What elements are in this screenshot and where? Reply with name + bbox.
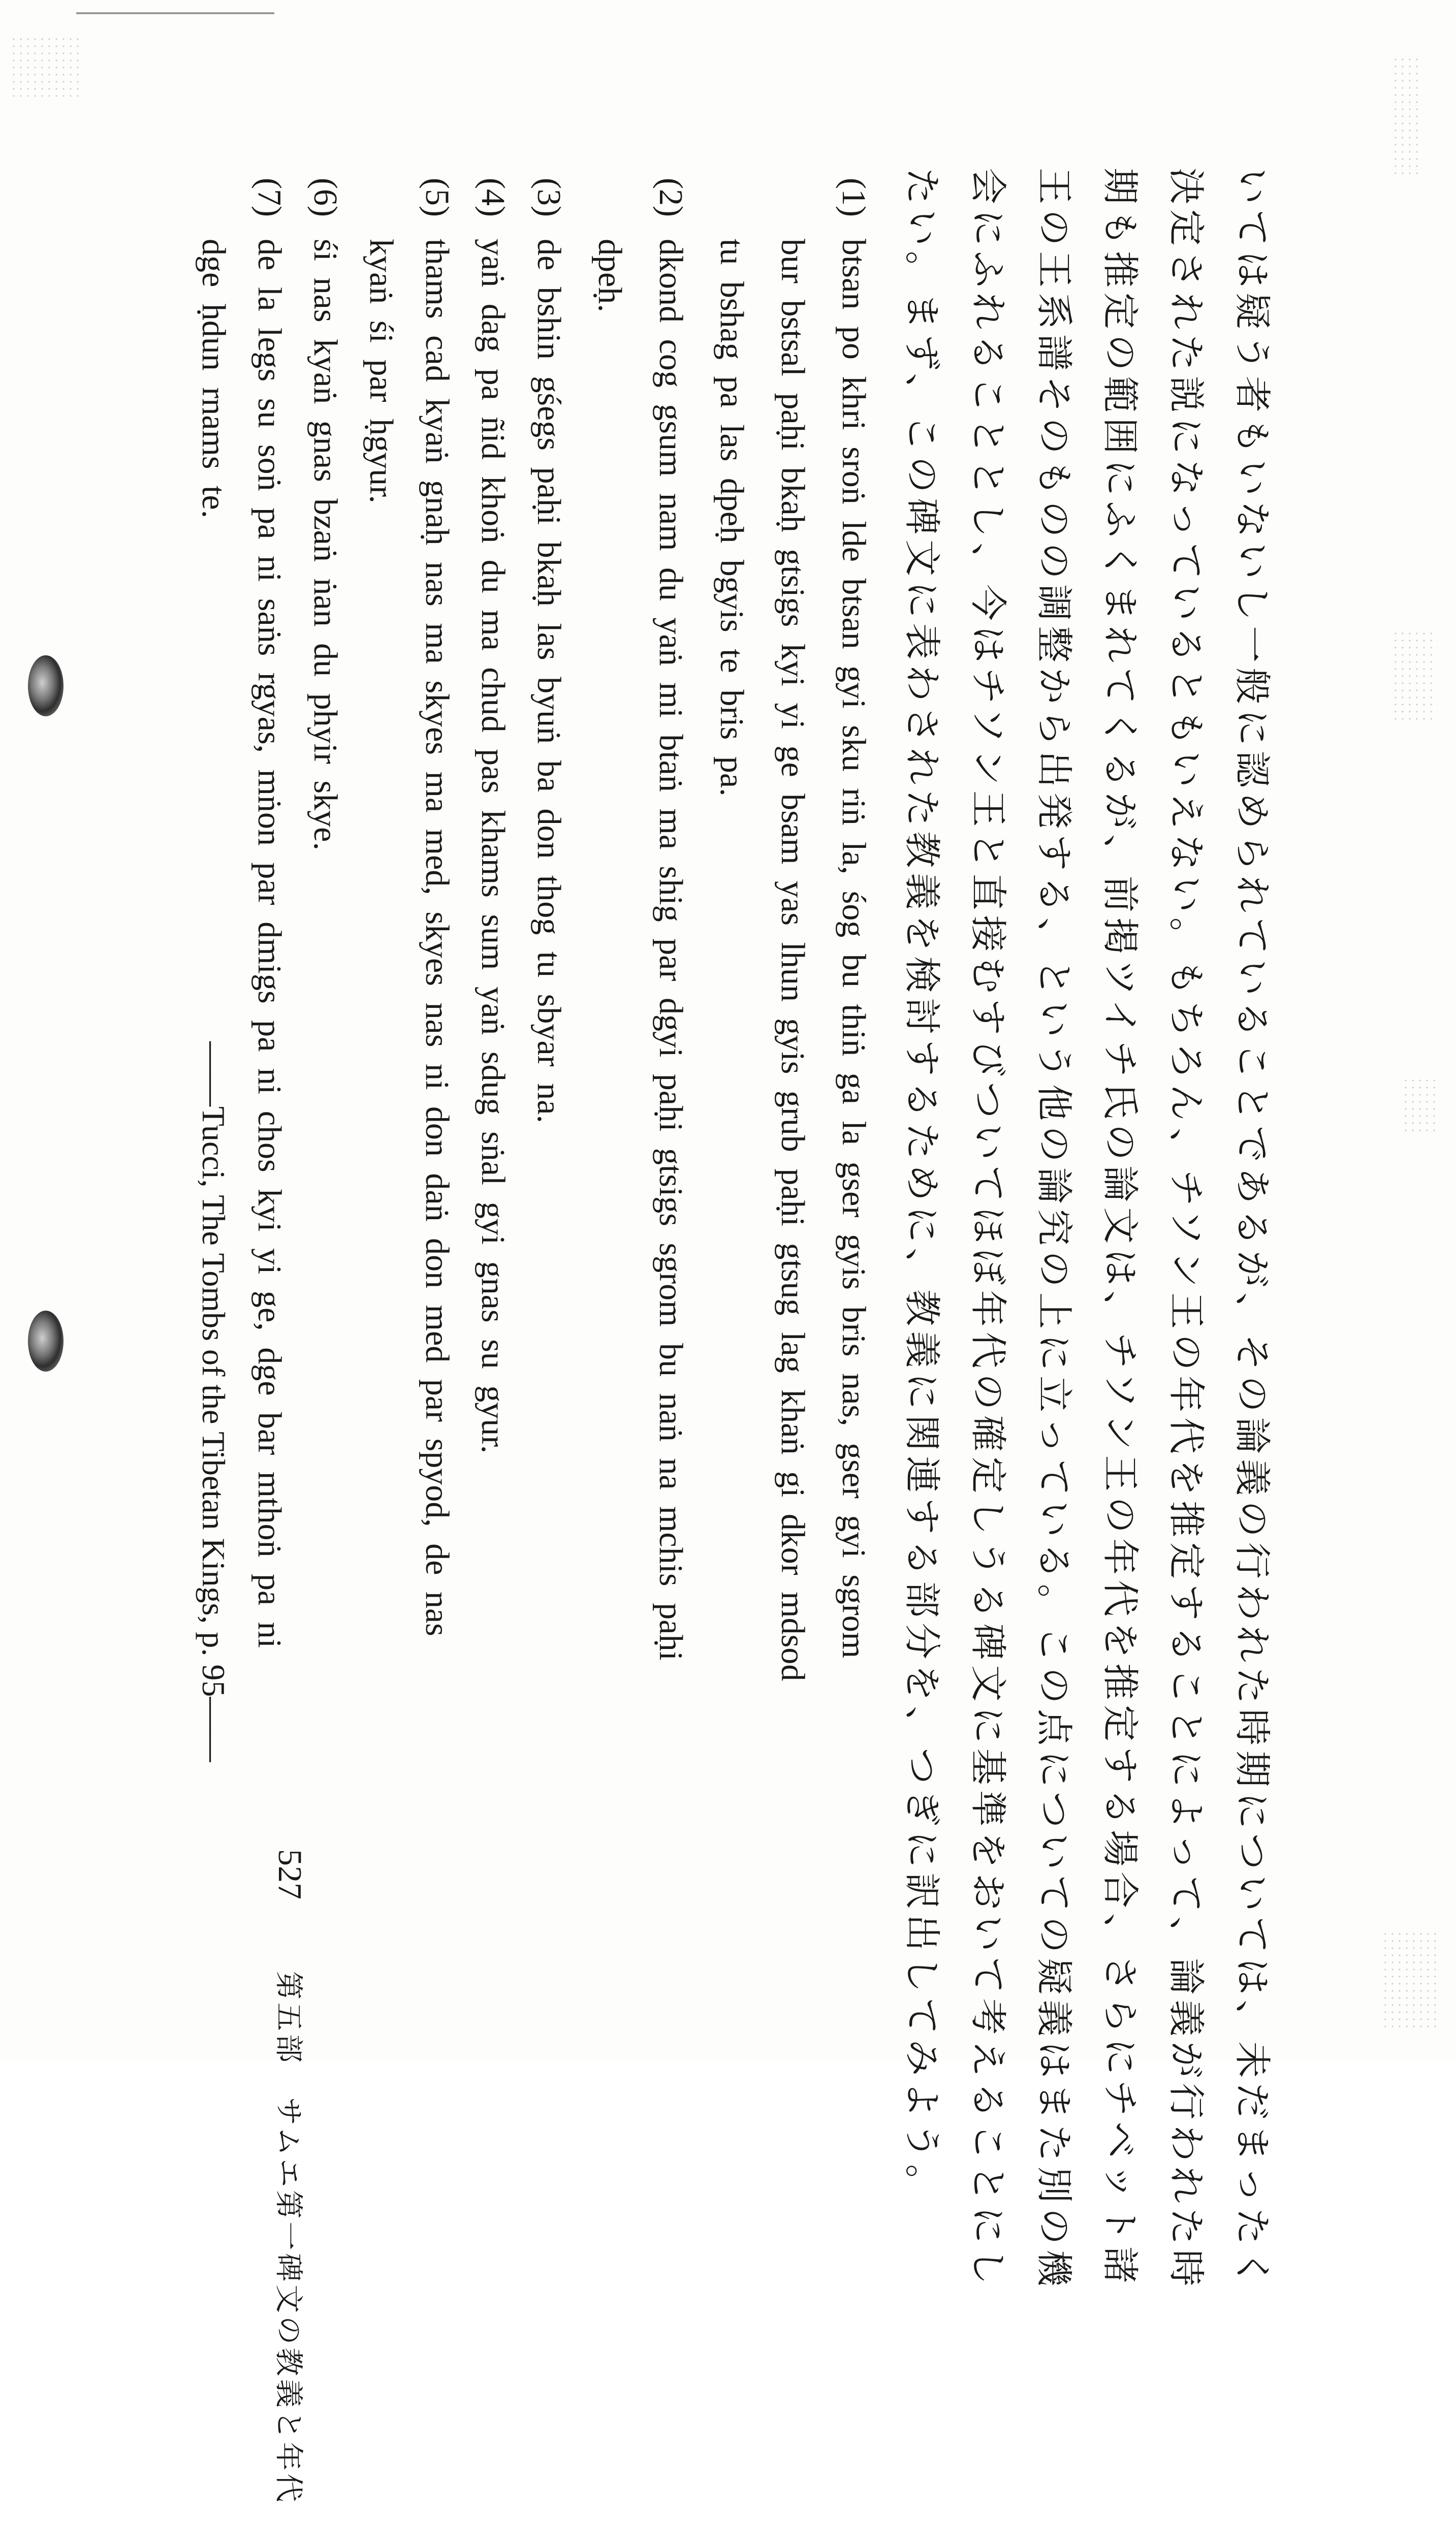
paragraph-line: たい。まず、この碑文に表わされた教義を検討するために、教義に関連する部分を、つぎに訳出してみよう。: [901, 168, 943, 2206]
item-number: (7): [251, 178, 288, 217]
item-text: de bshin gśegs paḥi bkaḥ las byuṅ ba don thog tu sbyar na.: [530, 239, 567, 1123]
item-number: (6): [307, 178, 344, 217]
paragraph-line: 期も推定の範囲にふくまれてくるが、前掲ツイチ氏の論文は、チソン王の年代を推定する場合、さらにチベット諸: [1099, 168, 1142, 2289]
paragraph-line: 会にふれることとし、今はチソン王と直接むすびついてほぼ年代の確定しうる碑文に基準をおいて考えることにし: [967, 168, 1009, 2290]
inscription-line: bur bstsal paḥi bkaḥ gtsigs kyi yi ge bsam yas lhun gyis grub paḥi gtsug lag khaṅ gi dkor mdsod: [774, 239, 811, 1681]
top-rule: [76, 12, 274, 14]
inscription-line: [828, 178, 879, 1658]
inscription-line: [645, 178, 696, 1661]
item-text: thams cad kyaṅ gnaḥ nas ma skyes ma med, skyes nas ni don daṅ don med par spyod, de nas: [419, 239, 456, 1636]
paragraph-line: 決定された説になっているともいえない。もちろん、チソン王の年代を推定することによって、論義が行われた時: [1165, 168, 1208, 2292]
paragraph-line: 王の王系譜そのものの調整から出発する、という他の論究の上に立っている。この点についての疑義はまた別の機: [1033, 168, 1075, 2292]
item-number: (1): [835, 178, 872, 217]
scan-noise: [1392, 630, 1438, 721]
item-text: yaṅ dag pa ñid khoṅ du ma chud pas khams sum yaṅ sdug sṅal gyi gnas su gyur.: [474, 239, 512, 1454]
item-text: śi nas kyaṅ gnas bzaṅ ṅan du phyir skye.: [307, 239, 344, 850]
inscription-line: kyaṅ śi par ḥgyur.: [363, 239, 400, 503]
item-text: de la legs su soṅ pa ni saṅs rgyas, mṅon par dmigs pa ni chos kyi yi ge, dge bar mthoṅ pa ni: [251, 239, 288, 1648]
inscription-line: [467, 178, 518, 1453]
item-text: dkond cog gsum nam du yaṅ mi btaṅ ma shig par dgyi paḥi gtsigs sgrom bu naṅ na mchis paḥi: [652, 239, 689, 1661]
paragraph-line: いては疑う者もいないし一般に認められていることであるが、その論義の行われた時期については、未だまったく: [1231, 168, 1274, 2292]
binding-hole-bottom: [28, 1311, 64, 1372]
page-number: 527: [271, 1849, 308, 1899]
item-number: (4): [474, 178, 512, 217]
inscription-line: tu bshag pa las dpeḥ bgyis te bris pa.: [713, 239, 750, 797]
page-footer: [256, 1849, 315, 2505]
inscription-line: dge ḥdun rnams te.: [195, 239, 232, 519]
rotated-footer: [254, 1849, 315, 2540]
inscription-line: [300, 178, 351, 850]
scan-noise: [10, 36, 81, 97]
inscription-line: [412, 178, 462, 1636]
scan-noise: [1402, 1077, 1438, 1133]
running-head: 第五部 サムエ第一碑文の教義と年代: [272, 1971, 305, 2505]
scan-noise: [1382, 1930, 1438, 2032]
inscription-line: [523, 178, 574, 1123]
item-number: (5): [419, 178, 456, 217]
scan-noise: [1392, 56, 1422, 178]
item-text: btsan po khri sroṅ lde btsan gyi sku riṅ la, śog bu thiṅ ga la gser gyis bris nas, gser gyi sgrom: [835, 239, 872, 1659]
inscription-line: dpeḥ.: [591, 239, 628, 312]
binding-hole-top: [28, 655, 64, 716]
inscription-line: [244, 178, 295, 1648]
source-attribution: ——Tucci, The Tombs of the Tibetan Kings, p. 95——: [196, 1041, 232, 1762]
item-number: (2): [652, 178, 689, 217]
item-number: (3): [530, 178, 567, 217]
